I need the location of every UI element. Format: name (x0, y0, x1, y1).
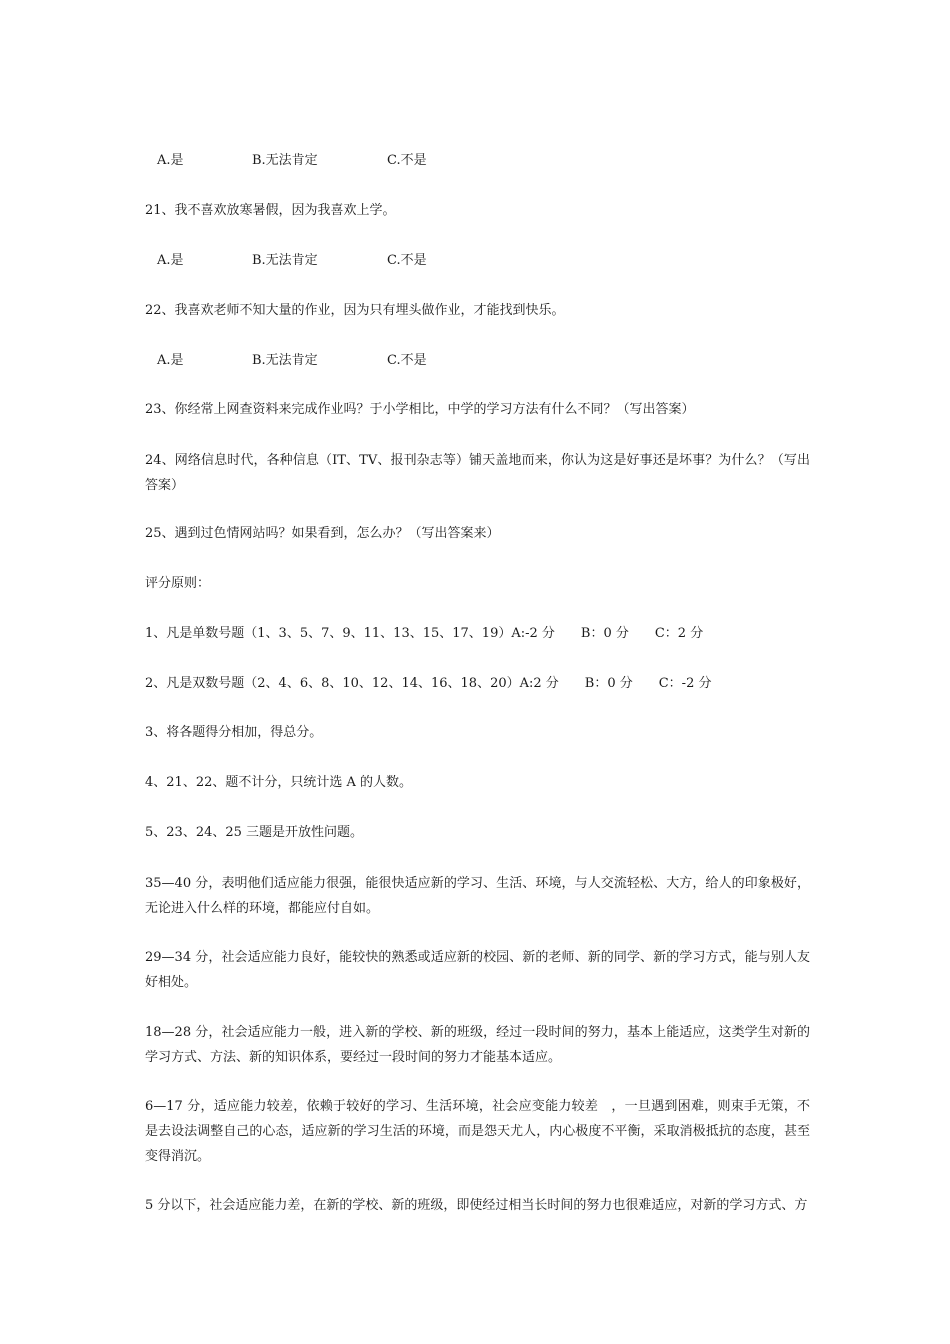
question-21: 21、我不喜欢放寒暑假，因为我喜欢上学。 (145, 203, 396, 218)
option-a: A.是 (157, 153, 184, 168)
scoring-rule-3: 3、将各题得分相加，得总分。 (145, 725, 323, 740)
option-c: C.不是 (387, 153, 427, 168)
scoring-title: 评分原则： (145, 576, 211, 591)
option-b: B.无法肯定 (252, 353, 318, 368)
option-b: B.无法肯定 (252, 153, 318, 168)
answer-options-row (157, 249, 807, 273)
question-24: 24、网络信息时代，各种信息（IT、TV、报刊杂志等）铺天盖地而来，你认为这是好事还是坏事？为什么？（写出答案） (145, 453, 810, 493)
option-a: A.是 (157, 253, 184, 268)
scoring-rule-4: 4、21、22、题不计分，只统计选 A 的人数。 (145, 775, 413, 790)
question-23: 23、你经常上网查资料来完成作业吗？于小学相比，中学的学习方法有什么不同？（写出答案） (145, 402, 695, 417)
scoring-rule-2: 2、凡是双数号题（2、4、6、8、10、12、14、16、18、20）A:2 分 B：0 分 C：-2 分 (145, 676, 712, 691)
option-c: C.不是 (387, 353, 427, 368)
score-level-below-5: 5 分以下，社会适应能力差，在新的学校、新的班级，即使经过相当长时间的努力也很难适应，对新的学习方式、方 (145, 1198, 808, 1213)
score-level-6-17: 6—17 分，适应能力较差，依赖于较好的学习、生活环境，社会应变能力较差 ，一旦遇到困难，则束手无策，不是去设法调整自己的心态，适应新的学习生活的环境，而是怨天尤人，内心极度不平衡，采取消极抵抗的态度，甚至变得消沉。 (145, 1099, 810, 1164)
answer-options-row (157, 349, 807, 373)
score-level-35-40: 35—40 分，表明他们适应能力很强，能很快适应新的学习、生活、环境，与人交流轻松、大方，给人的印象极好，无论进入什么样的环境，都能应付自如。 (145, 876, 810, 916)
option-c: C.不是 (387, 253, 427, 268)
option-b: B.无法肯定 (252, 253, 318, 268)
option-a: A.是 (157, 353, 184, 368)
question-22: 22、我喜欢老师不知大量的作业，因为只有埋头做作业，才能找到快乐。 (145, 303, 565, 318)
scoring-rule-5: 5、23、24、25 三题是开放性问题。 (145, 825, 364, 840)
question-25: 25、遇到过色情网站吗？如果看到，怎么办？（写出答案来） (145, 526, 500, 541)
score-level-29-34: 29—34 分，社会适应能力良好，能较快的熟悉或适应新的校园、新的老师、新的同学、新的学习方式，能与别人友好相处。 (145, 950, 810, 990)
answer-options-row (157, 149, 807, 173)
scoring-rule-1: 1、凡是单数号题（1、3、5、7、9、11、13、15、17、19）A:-2 分 B：0 分 C：2 分 (145, 626, 704, 641)
score-level-18-28: 18—28 分，社会适应能力一般，进入新的学校、新的班级，经过一段时间的努力，基本上能适应，这类学生对新的学习方式、方法、新的知识体系，要经过一段时间的努力才能基本适应。 (145, 1025, 810, 1065)
